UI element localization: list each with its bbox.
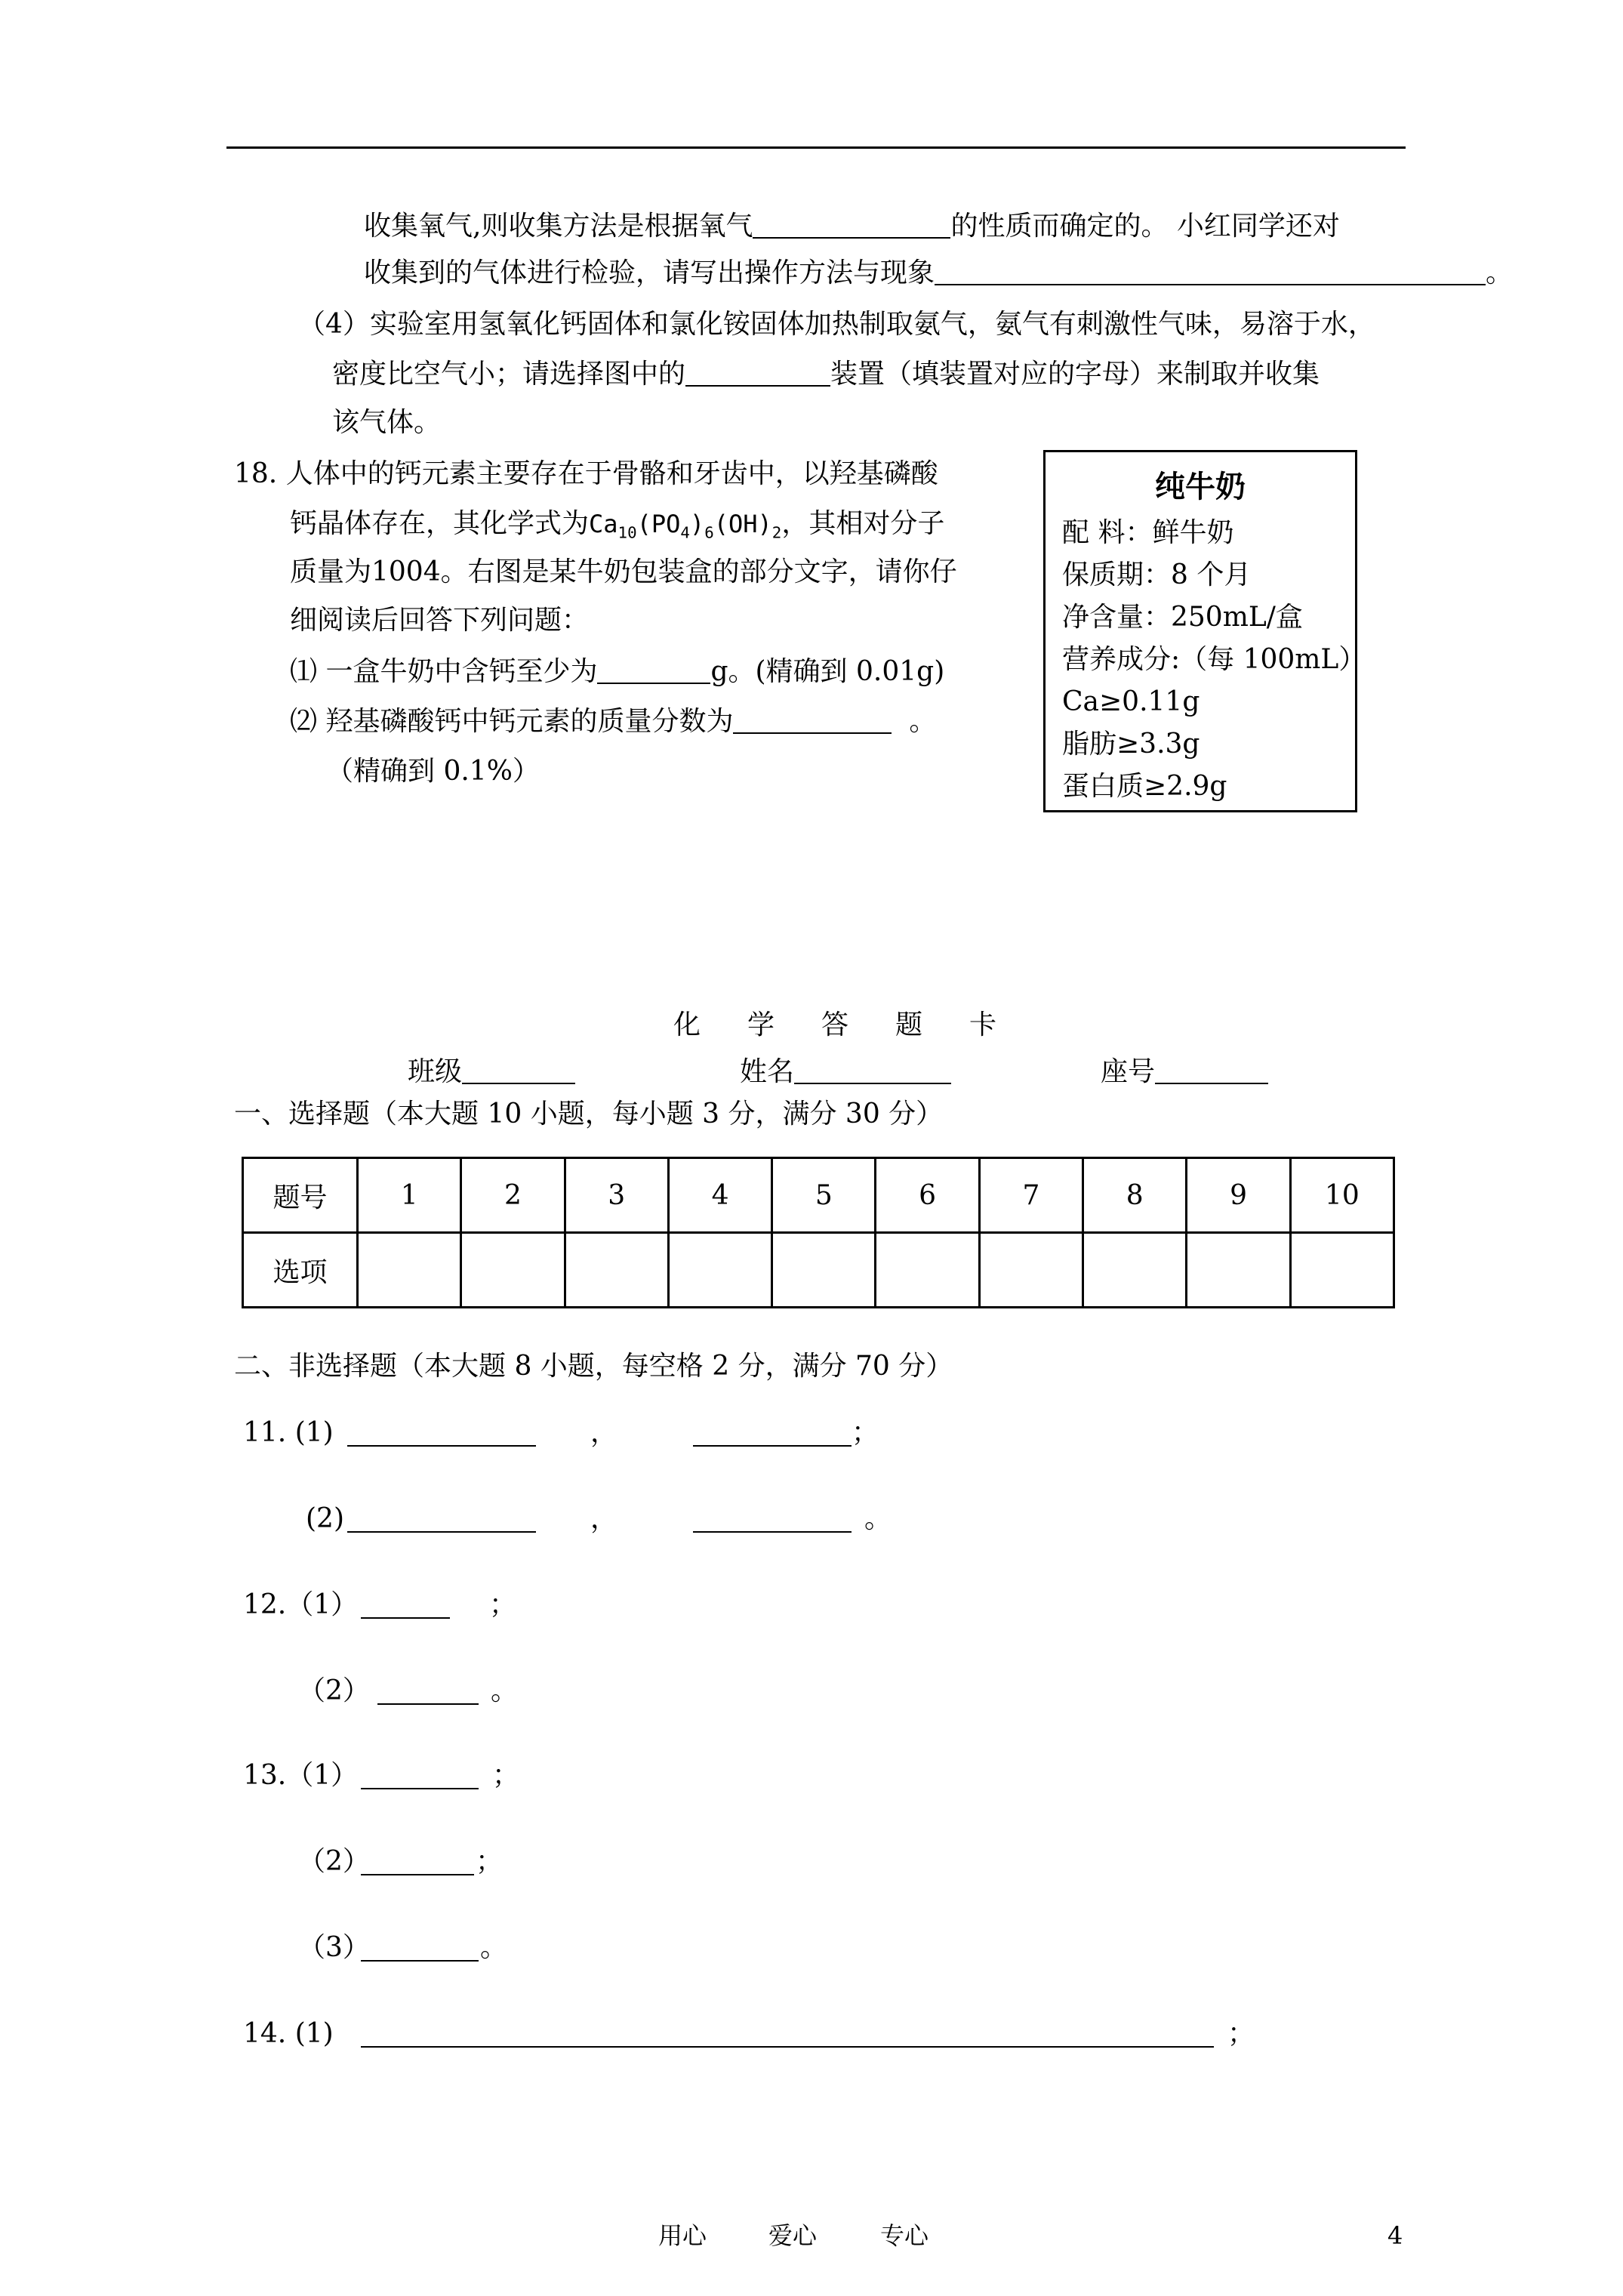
section1-heading: 一、选择题（本大题 10 小题，每小题 3 分，满分 30 分） bbox=[234, 1099, 944, 1130]
table-header-cell: 选项 bbox=[243, 1233, 358, 1308]
separator: 。 bbox=[480, 1932, 508, 1963]
q13-1: 13.（1） bbox=[243, 1760, 359, 1791]
answer-blank[interactable] bbox=[935, 257, 1486, 285]
question-number-cell: 6 bbox=[876, 1158, 979, 1233]
answer-blank[interactable] bbox=[733, 705, 892, 734]
answer-blank[interactable] bbox=[361, 1933, 479, 1962]
question-number-cell: 8 bbox=[1083, 1158, 1187, 1233]
q18-sub2: ⑵ 羟基磷酸钙中钙元素的质量分数为 。 bbox=[290, 706, 937, 737]
answer-cell[interactable] bbox=[358, 1233, 461, 1308]
class-input[interactable] bbox=[462, 1056, 575, 1084]
question-number-cell: 2 bbox=[461, 1158, 565, 1233]
q13-2: （2） bbox=[298, 1846, 370, 1877]
question-number-cell: 5 bbox=[772, 1158, 876, 1233]
separator: 。 bbox=[864, 1503, 892, 1534]
q17-p4-line3: 该气体。 bbox=[332, 407, 442, 438]
answer-cell[interactable] bbox=[979, 1233, 1083, 1308]
answer-blank[interactable] bbox=[377, 1676, 479, 1705]
q12-1: 12.（1） bbox=[243, 1589, 359, 1620]
answer-cell[interactable] bbox=[772, 1233, 876, 1308]
separator: ， bbox=[590, 1417, 618, 1448]
separator: ； bbox=[492, 1760, 520, 1791]
question-number: 18. bbox=[234, 458, 278, 489]
q17-p4-line1: （4）实验室用氢氧化钙固体和氯化铵固体加热制取氨气，氨气有刺激性气味，易溶于水， bbox=[298, 309, 1375, 340]
footer-slogan-2: 爱心 bbox=[768, 2221, 818, 2250]
answer-blank[interactable] bbox=[347, 1504, 536, 1533]
answer-blank[interactable] bbox=[361, 1590, 450, 1619]
footer-slogan-1: 用心 bbox=[658, 2221, 707, 2250]
q13-3: （3） bbox=[298, 1932, 370, 1963]
milk-label-box bbox=[1043, 450, 1366, 812]
question-number-cell: 9 bbox=[1187, 1158, 1290, 1233]
separator: ； bbox=[1227, 2018, 1255, 2049]
q18-line3: 质量为1004。右图是某牛奶包装盒的部分文字，请你仔 bbox=[290, 556, 957, 587]
page-number: 4 bbox=[1387, 2221, 1403, 2250]
answer-blank[interactable] bbox=[361, 1847, 474, 1875]
class-field: 班级 bbox=[408, 1056, 575, 1088]
answer-blank[interactable] bbox=[347, 1418, 536, 1447]
q12-2: （2） bbox=[298, 1675, 370, 1706]
q17-p4-line2: 密度比空气小；请选择图中的 装置（填装置对应的字母）来制取并收集 bbox=[332, 359, 1320, 390]
footer-slogan-3: 专心 bbox=[880, 2221, 929, 2250]
separator: 。 bbox=[491, 1675, 519, 1706]
milk-line: 保质期：8 个月 bbox=[1062, 559, 1252, 590]
separator: ； bbox=[852, 1417, 879, 1448]
q11-2: (2) bbox=[306, 1503, 344, 1534]
q18-line2: 钙晶体存在，其化学式为$Ca_{10}(PO_4)_6(OH)_2$，其相对分子 bbox=[290, 508, 945, 542]
q17-line2: 收集到的气体进行检验，请写出操作方法与现象 。 bbox=[364, 257, 1514, 288]
q18-line4: 细阅读后回答下列问题： bbox=[290, 605, 590, 636]
q11-1: 11. (1) bbox=[243, 1417, 334, 1448]
separator: ； bbox=[489, 1589, 517, 1620]
answer-blank[interactable] bbox=[753, 210, 950, 239]
milk-line: Ca≥0.11g bbox=[1062, 686, 1200, 717]
milk-line: 营养成分:（每 100mL） bbox=[1062, 644, 1366, 675]
section2-heading: 二、非选择题（本大题 8 小题，每空格 2 分，满分 70 分） bbox=[234, 1351, 953, 1382]
answer-cell[interactable] bbox=[1290, 1233, 1394, 1308]
chemical-formula: $Ca_{10}(PO_4)_6(OH)_2$ bbox=[589, 510, 782, 542]
answer-cell[interactable] bbox=[668, 1233, 771, 1308]
question-number-cell: 4 bbox=[668, 1158, 771, 1233]
answer-cell[interactable] bbox=[461, 1233, 565, 1308]
q17-line1: 收集氧气,则收集方法是根据氧气 的性质而确定的。 小红同学还对 bbox=[364, 211, 1340, 242]
seat-input[interactable] bbox=[1155, 1056, 1268, 1084]
answer-blank[interactable] bbox=[693, 1418, 852, 1447]
milk-line: 配 料：鲜牛奶 bbox=[1062, 517, 1234, 548]
answer-table bbox=[242, 1157, 1395, 1308]
question-number-cell: 7 bbox=[979, 1158, 1083, 1233]
name-input[interactable] bbox=[794, 1056, 951, 1084]
question-number-cell: 10 bbox=[1290, 1158, 1394, 1233]
question-number-cell: 3 bbox=[565, 1158, 668, 1233]
header-rule bbox=[226, 146, 1406, 149]
answer-blank[interactable] bbox=[597, 655, 710, 684]
milk-line: 净含量：250mL/盒 bbox=[1062, 602, 1303, 633]
answer-card-title: 化学答题卡 bbox=[673, 1009, 1044, 1040]
answer-blank[interactable] bbox=[693, 1504, 852, 1533]
question-number-cell: 1 bbox=[358, 1158, 461, 1233]
milk-title: 纯牛奶 bbox=[1155, 470, 1246, 504]
seat-field: 座号 bbox=[1101, 1056, 1268, 1088]
milk-line: 蛋白质≥2.9g bbox=[1062, 771, 1227, 802]
separator: ， bbox=[590, 1503, 618, 1534]
name-field: 姓名 bbox=[740, 1056, 951, 1088]
answer-blank[interactable] bbox=[361, 2019, 1214, 2048]
milk-line: 脂肪≥3.3g bbox=[1062, 729, 1200, 760]
answer-cell[interactable] bbox=[1083, 1233, 1187, 1308]
answer-cell[interactable] bbox=[876, 1233, 979, 1308]
answer-cell[interactable] bbox=[1187, 1233, 1290, 1308]
q18-line1: 18. 人体中的钙元素主要存在于骨骼和牙齿中，以羟基磷酸 bbox=[234, 458, 938, 489]
q14-1: 14. (1) bbox=[243, 2018, 334, 2049]
table-header-cell: 题号 bbox=[243, 1158, 358, 1233]
table-row bbox=[243, 1158, 1394, 1233]
table-row bbox=[243, 1233, 1394, 1308]
answer-blank[interactable] bbox=[361, 1761, 479, 1789]
q18-sub2-note: （精确到 0.1%） bbox=[326, 756, 540, 787]
separator: ； bbox=[476, 1846, 504, 1877]
q18-sub1: ⑴ 一盒牛奶中含钙至少为 g。(精确到 0.01g) bbox=[290, 656, 945, 687]
answer-cell[interactable] bbox=[565, 1233, 668, 1308]
answer-blank[interactable] bbox=[685, 358, 830, 387]
